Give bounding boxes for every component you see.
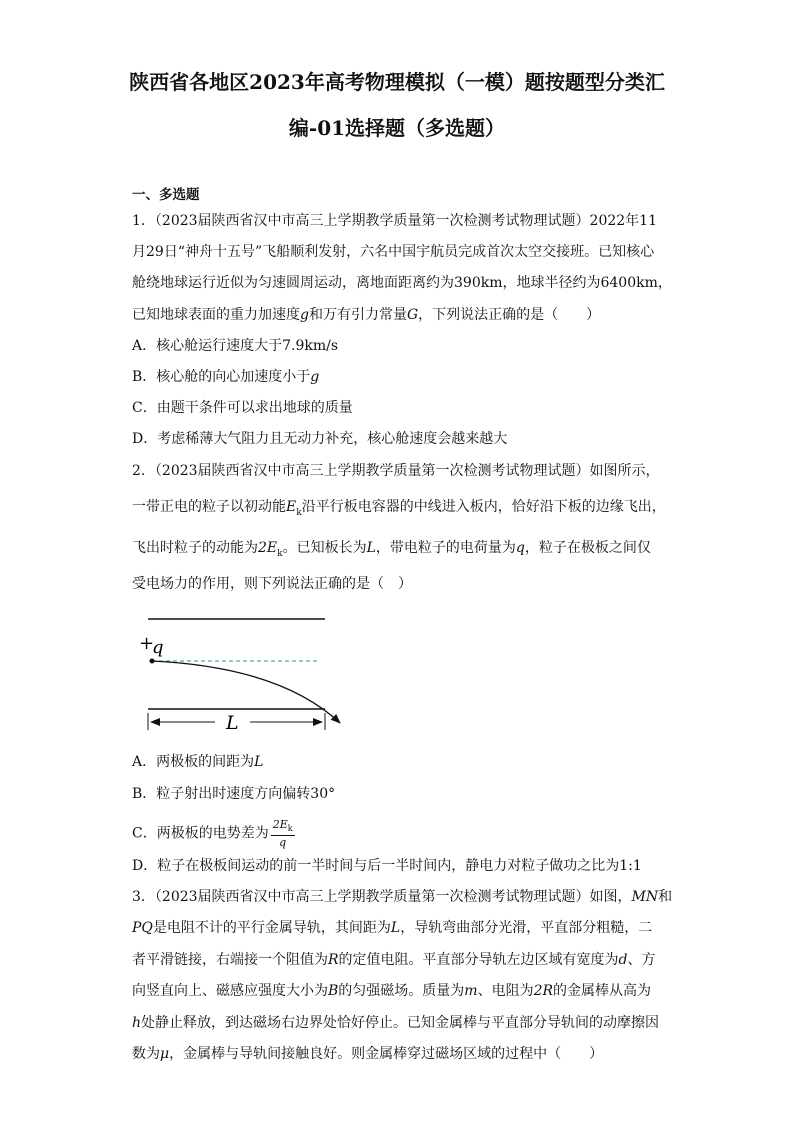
q3-symbol-d: d — [618, 952, 628, 968]
q1-option-b — [132, 367, 319, 387]
q2-option-c-fraction — [271, 818, 295, 849]
q2-line4: 受电场力的作用，则下列说法正确的是（ ） — [132, 576, 412, 592]
q3-line4-text-d: 的金属棒从高为 — [553, 983, 652, 999]
q3-line5 — [132, 1013, 659, 1033]
q2-option-c — [132, 818, 295, 849]
q3-line6 — [132, 1044, 603, 1064]
length-arrowhead-right — [313, 718, 323, 726]
q3-line5-text: 处静止释放，到达磁场右边界处恰好停止。已知金属棒与平直部分导轨间的动摩擦因 — [141, 1015, 660, 1031]
q3-line3-text-a: 者平滑链接，右端接一个阻值为 — [132, 952, 328, 968]
q2-option-a — [132, 752, 263, 772]
q2-symbol-L: L — [366, 540, 376, 556]
capacitor-diagram — [130, 605, 350, 735]
q3-line2 — [132, 918, 652, 938]
q2-option-d: D．粒子在极板间运动的前一半时间与后一半时间内，静电力对粒子做功之比为1:1 — [132, 858, 642, 874]
particle-trajectory — [152, 661, 340, 723]
q1-line3: 舱绕地球运行近似为匀速圆周运动，离地面距离约为390km，地球半径约为6400km， — [132, 275, 672, 291]
length-arrowhead-left — [150, 718, 160, 726]
q2-line3-text-b: 。已知板长为 — [282, 540, 367, 556]
q2-option-c-text: C．两极板的电势差为 — [132, 825, 269, 842]
q2-symbol-q: q — [515, 540, 525, 556]
q2-option-b: B．粒子射出时速度方向偏转30° — [132, 786, 336, 802]
q1-option-a: A．核心舱运行速度大于7.9km/s — [132, 338, 339, 354]
q3-line2-text-a: 是电阻不计的平行金属导轨，其间距为 — [152, 920, 391, 936]
charge-sign: + — [139, 633, 155, 654]
length-label: L — [226, 712, 239, 734]
q3-symbol-R: R — [328, 952, 339, 968]
q3-line1-text-a: 3．（2023届陕西省汉中市高三上学期教学质量第一次检测考试物理试题）如图， — [132, 889, 632, 905]
q1-line4-text-b: 和万有引力常量 — [308, 307, 407, 323]
q3-line1-text-b: 和 — [658, 889, 673, 905]
q2-line2-text-b: 沿平行板电容器的中线进入板内，恰好沿下板的边缘飞出， — [301, 499, 666, 515]
q1-line2: 月29日“神舟十五号”飞船顺利发射，六名中国宇航员完成首次太空交接班。已知核心 — [132, 244, 655, 260]
q3-symbol-B: B — [328, 983, 339, 999]
q3-symbol-mu: μ — [160, 1046, 170, 1062]
q3-line3-text-c: 、方 — [627, 952, 656, 968]
q3-line3 — [132, 950, 656, 970]
q1-option-b-symbol: g — [310, 369, 320, 385]
q3-symbol-PQ: PQ — [132, 920, 153, 936]
q3-symbol-L: L — [390, 920, 401, 936]
q2-symbol-2Ek-sub: k — [277, 548, 283, 559]
q2-line2 — [132, 497, 666, 523]
q2-line3-text-d: ，粒子在极板之间仅 — [524, 540, 651, 556]
section-heading: 一、多选题 — [132, 187, 200, 203]
q2-symbol-Ek-sub: k — [296, 507, 302, 518]
q3-symbol-2R: 2R — [533, 983, 554, 999]
q2-option-a-symbol: L — [254, 754, 264, 770]
fraction-numerator-value: 2E — [272, 818, 288, 831]
doc-title-line1: 陕西省各地区2023年高考物理模拟（一模）题按题型分类汇 — [129, 70, 665, 94]
q2-symbol-2Ek: 2E — [258, 540, 278, 556]
q2-line1: 2．（2023届陕西省汉中市高三上学期教学质量第一次检测考试物理试题）如图所示， — [132, 463, 660, 479]
q3-line3-text-b: 的定值电阻。平直部分导轨左边区域有宽度为 — [338, 952, 619, 968]
charge-label: q — [152, 637, 164, 658]
fraction-numerator — [271, 818, 295, 836]
q3-line4 — [132, 981, 651, 1001]
q3-line4-text-c: 、电阻为 — [477, 983, 534, 999]
q1-option-d: D．考虑稀薄大气阻力且无动力补充，核心舱速度会越来越大 — [132, 431, 508, 447]
q2-option-a-text: A．两极板的间距为 — [132, 754, 255, 770]
q3-line2-text-b: ，导轨弯曲部分光滑，平直部分粗糙，二 — [400, 920, 653, 936]
q1-line4 — [132, 305, 600, 325]
q2-line3-text-c: ，带电粒子的电荷量为 — [375, 540, 516, 556]
q3-line4-text-b: 的匀强磁场。质量为 — [338, 983, 465, 999]
q2-line3 — [132, 538, 651, 564]
q1-line4-text-a: 已知地球表面的重力加速度 — [132, 307, 300, 323]
q3-symbol-m: m — [464, 983, 478, 999]
q2-line3-text-a: 飞出时粒子的动能为 — [132, 540, 258, 556]
fraction-denominator: q — [279, 836, 287, 850]
q1-option-c: C．由题干条件可以求出地球的质量 — [132, 400, 353, 416]
q3-line4-text-a: 向竖直向上、磁感应强度大小为 — [132, 983, 328, 999]
q3-symbol-h: h — [132, 1015, 142, 1031]
q3-line1 — [132, 887, 672, 907]
q2-symbol-Ek: E — [286, 499, 297, 515]
fraction-numerator-sub: k — [287, 824, 293, 834]
q3-line6-text-a: 数为 — [132, 1046, 160, 1062]
doc-title-line2: 编-01选择题（多选题） — [288, 116, 506, 140]
q1-line1: 1．（2023届陕西省汉中市高三上学期教学质量第一次检测考试物理试题）2022年11 — [132, 213, 657, 229]
q3-symbol-MN: MN — [631, 889, 659, 905]
q1-option-b-text: B．核心舱的向心加速度小于 — [132, 369, 311, 385]
q1-symbol-G: G — [406, 307, 419, 323]
q2-line2-text-a: 一带正电的粒子以初动能 — [132, 499, 286, 515]
q1-line4-text-c: ，下列说法正确的是（ ） — [418, 307, 601, 323]
q1-symbol-g: g — [300, 307, 309, 323]
q3-line6-text-b: ，金属棒与导轨间接触良好。则金属棒穿过磁场区域的过程中（ ） — [169, 1046, 604, 1062]
